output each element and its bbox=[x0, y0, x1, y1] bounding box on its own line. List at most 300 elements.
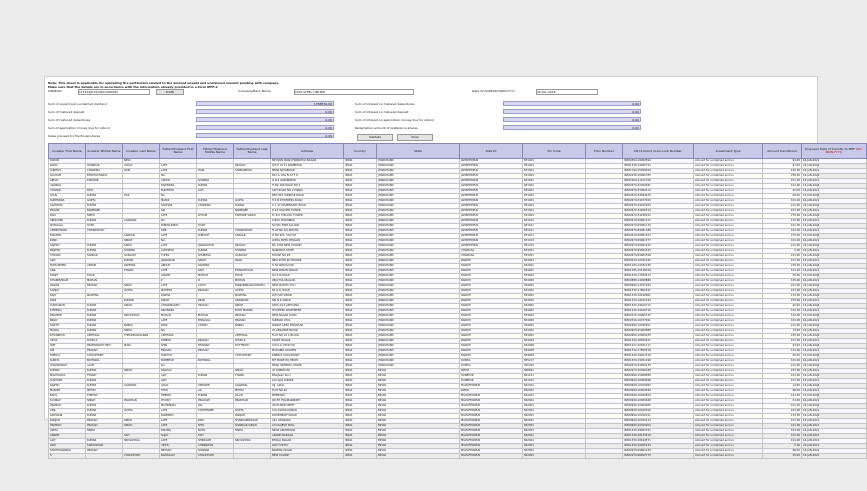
table-cell[interactable]: 834002 bbox=[523, 284, 586, 289]
table-cell[interactable]: SUKHDEO bbox=[160, 189, 197, 194]
table-cell[interactable]: Amount for unclaimed and un bbox=[694, 179, 763, 184]
table-cell[interactable]: PARA bbox=[160, 324, 197, 329]
table-cell[interactable]: 16-JAN-2021 bbox=[802, 304, 867, 309]
table-cell[interactable]: RANENDU bbox=[160, 414, 197, 419]
table-cell[interactable]: BIHAR bbox=[377, 394, 460, 399]
table-cell[interactable]: MANOJ bbox=[49, 329, 86, 334]
table-cell[interactable]: IN301330-19422713 bbox=[623, 304, 694, 309]
table-cell[interactable]: VIJ. AXIAL bbox=[271, 384, 344, 389]
table-cell[interactable]: 834004 bbox=[523, 339, 586, 344]
table-cell[interactable]: CHANDRA bbox=[86, 169, 123, 174]
table-cell[interactable]: RAJIT bbox=[49, 294, 86, 299]
table-cell[interactable]: JHARKHAND bbox=[377, 349, 460, 354]
table-cell[interactable]: 842001 bbox=[523, 439, 586, 444]
table-cell[interactable]: BATHWAL bbox=[86, 359, 123, 364]
table-cell[interactable]: IN302679-34228151 bbox=[623, 214, 694, 219]
table-cell[interactable]: 831001 bbox=[523, 204, 586, 209]
table-cell[interactable]: PRAMOD bbox=[49, 404, 86, 409]
table-cell[interactable]: BINAY bbox=[49, 319, 86, 324]
table-cell[interactable]: SINHA bbox=[86, 429, 123, 434]
table-cell[interactable]: SURENDRA bbox=[49, 199, 86, 204]
table-cell[interactable]: ANANDAM bbox=[234, 299, 271, 304]
table-cell[interactable]: ASHOK bbox=[160, 179, 197, 184]
table-cell[interactable]: RAGHAV bbox=[160, 369, 197, 374]
table-cell[interactable]: SONEPUR bbox=[460, 379, 523, 384]
table-cell[interactable]: 279.00 bbox=[763, 234, 802, 239]
table-cell[interactable]: PRASAD bbox=[197, 304, 234, 309]
table-cell[interactable]: GUPTA bbox=[234, 289, 271, 294]
table-cell[interactable]: MAHESH bbox=[160, 289, 197, 294]
table-cell[interactable]: SINHA bbox=[123, 244, 160, 249]
table-cell[interactable]: GUPTA bbox=[234, 199, 271, 204]
table-cell[interactable]: 835217 bbox=[523, 359, 586, 364]
table-cell[interactable]: CHANDRADEO bbox=[160, 304, 197, 309]
table-cell[interactable]: Amount for unclaimed and un bbox=[694, 219, 763, 224]
table-cell[interactable]: JHARKHAND bbox=[377, 249, 460, 254]
table-cell[interactable]: IN302679-99061186 bbox=[623, 229, 694, 234]
table-cell[interactable]: 5.00 bbox=[763, 444, 802, 449]
table-cell[interactable]: INDIA bbox=[344, 449, 377, 454]
table-cell[interactable]: RANCHI bbox=[460, 329, 523, 334]
table-cell[interactable]: CHOUDHURY bbox=[234, 354, 271, 359]
table-cell[interactable]: Bhagwan Kunj bbox=[271, 374, 344, 379]
table-cell[interactable]: 101.00 bbox=[763, 339, 802, 344]
table-cell[interactable]: 16-JAN-2021 bbox=[802, 214, 867, 219]
table-cell[interactable]: PURUSH bbox=[160, 354, 197, 359]
table-cell[interactable]: JHARKHAND bbox=[377, 179, 460, 184]
table-cell[interactable]: 16-JAN-2021 bbox=[802, 234, 867, 239]
table-cell[interactable]: PATNA bbox=[460, 369, 523, 374]
table-cell[interactable]: NA bbox=[160, 194, 197, 199]
table-cell[interactable]: SAH bbox=[197, 189, 234, 194]
table-cell[interactable]: 834002 bbox=[523, 334, 586, 339]
table-cell[interactable]: 101.00 bbox=[763, 409, 802, 414]
table-cell[interactable]: 842001 bbox=[523, 444, 586, 449]
table-cell[interactable]: 16-JAN-2021 bbox=[802, 309, 867, 314]
table-cell[interactable]: Amount for unclaimed and un bbox=[694, 194, 763, 199]
table-cell[interactable]: 16-JAN-2021 bbox=[802, 219, 867, 224]
table-cell[interactable]: Amount for unclaimed and un bbox=[694, 379, 763, 384]
table-cell[interactable]: W/O SRI VINOD bbox=[271, 294, 344, 299]
table-cell[interactable]: DHAR bbox=[234, 274, 271, 279]
table-cell[interactable]: INDIA bbox=[344, 189, 377, 194]
table-cell[interactable]: Amount for unclaimed and un bbox=[694, 284, 763, 289]
table-cell[interactable]: ANTHIKAL bbox=[86, 334, 123, 339]
table-cell[interactable]: TIWARY bbox=[86, 374, 123, 379]
table-cell[interactable]: Amount for unclaimed and un bbox=[694, 404, 763, 409]
table-cell[interactable]: IN301330-18061231 bbox=[623, 429, 694, 434]
table-cell[interactable]: ABHISHEK bbox=[49, 219, 86, 224]
table-cell[interactable]: SADHAN bbox=[160, 204, 197, 209]
table-cell[interactable]: KUMAR bbox=[123, 259, 160, 264]
table-cell[interactable]: MAHABIR GOLDEN bbox=[271, 349, 344, 354]
table-cell[interactable]: AMITA bbox=[49, 429, 86, 434]
table-cell[interactable]: 16-JAN-2021 bbox=[802, 294, 867, 299]
table-cell[interactable]: RINKI bbox=[49, 239, 86, 244]
table-cell[interactable]: PRAKASH bbox=[197, 399, 234, 404]
table-cell[interactable]: 16-JAN-2021 bbox=[802, 249, 867, 254]
summary-value[interactable]: 0.00 bbox=[196, 125, 334, 130]
table-cell[interactable]: RAM bbox=[197, 419, 234, 424]
table-cell[interactable]: Amount for unclaimed and un bbox=[694, 209, 763, 214]
table-cell[interactable]: FLAT NO.30 bbox=[271, 389, 344, 394]
table-cell[interactable]: Amount for unclaimed and un bbox=[694, 249, 763, 254]
table-cell[interactable]: IN300394-19000594 bbox=[623, 159, 694, 164]
table-cell[interactable]: PRABHAWATI DEVI bbox=[86, 344, 123, 349]
table-cell[interactable]: JHARKHAND bbox=[377, 169, 460, 174]
table-cell[interactable]: 101.00 bbox=[763, 269, 802, 274]
table-cell[interactable]: 831001 bbox=[523, 159, 586, 164]
table-cell[interactable]: 16-JAN-2021 bbox=[802, 179, 867, 184]
table-cell[interactable]: INDIA bbox=[344, 394, 377, 399]
table-cell[interactable]: Q 23 GOLDEN TOWER bbox=[271, 209, 344, 214]
table-cell[interactable]: INDIA bbox=[344, 364, 377, 369]
table-cell[interactable]: RANI bbox=[49, 299, 86, 304]
table-cell[interactable]: RAJENDRA bbox=[160, 184, 197, 189]
table-cell[interactable]: 842001 bbox=[523, 419, 586, 424]
table-cell[interactable]: IN302679-99061127 bbox=[623, 219, 694, 224]
table-cell[interactable]: 105.00 bbox=[763, 279, 802, 284]
table-cell[interactable]: SHUBHRA bbox=[197, 254, 234, 259]
table-cell[interactable]: SHRIKANT bbox=[197, 439, 234, 444]
table-cell[interactable]: INDIA bbox=[344, 274, 377, 279]
table-cell[interactable]: 834008 bbox=[523, 344, 586, 349]
table-cell[interactable]: KUMAR bbox=[86, 404, 123, 409]
table-cell[interactable]: IN300999-10008589 bbox=[623, 374, 694, 379]
table-cell[interactable]: MOHAN bbox=[86, 279, 123, 284]
table-cell[interactable]: Amount for unclaimed and un bbox=[694, 224, 763, 229]
table-cell[interactable]: 155.00 bbox=[763, 169, 802, 174]
table-cell[interactable]: INDIA bbox=[344, 209, 377, 214]
table-cell[interactable]: SHUKLA bbox=[234, 339, 271, 344]
table-cell[interactable]: 842001 bbox=[523, 399, 586, 404]
table-cell[interactable]: INDIA bbox=[344, 219, 377, 224]
table-cell[interactable]: 101.00 bbox=[763, 429, 802, 434]
table-cell[interactable]: NIRMALENDU bbox=[160, 224, 197, 229]
table-cell[interactable]: INDIA bbox=[344, 179, 377, 184]
table-cell[interactable]: Amount for unclaimed and un bbox=[694, 304, 763, 309]
table-cell[interactable]: 50.00 bbox=[763, 354, 802, 359]
table-cell[interactable]: RANCHI bbox=[460, 309, 523, 314]
table-cell[interactable]: SINGH bbox=[234, 304, 271, 309]
table-cell[interactable]: JHARKHAND bbox=[377, 184, 460, 189]
table-cell[interactable]: Amount for unclaimed and un bbox=[694, 199, 763, 204]
table-cell[interactable]: 16-JAN-2021 bbox=[802, 409, 867, 414]
table-cell[interactable]: KUMAR bbox=[86, 319, 123, 324]
table-cell[interactable]: IN300999-10008598 bbox=[623, 379, 694, 384]
table-cell[interactable]: INDIA bbox=[344, 244, 377, 249]
clear-button[interactable]: Clear bbox=[397, 134, 433, 141]
table-cell[interactable]: NA bbox=[160, 239, 197, 244]
table-cell[interactable]: LECTURER DEPTT bbox=[271, 404, 344, 409]
table-cell[interactable]: BRIJESH bbox=[49, 249, 86, 254]
table-cell[interactable]: 101.00 bbox=[763, 289, 802, 294]
table-cell[interactable]: MODI bbox=[123, 344, 160, 349]
table-cell[interactable]: ANAND BAZAAR bbox=[271, 434, 344, 439]
prefill-button[interactable]: Prefill bbox=[156, 89, 184, 95]
table-cell[interactable]: BANMALI ROAD bbox=[271, 449, 344, 454]
table-cell[interactable]: BHAWAN bbox=[197, 344, 234, 349]
table-cell[interactable]: FLAT NO 3/2 SHIKHA bbox=[271, 229, 344, 234]
table-cell[interactable]: Amount for unclaimed and un bbox=[694, 364, 763, 369]
table-cell[interactable]: JHARKHAND bbox=[377, 284, 460, 289]
table-cell[interactable]: DR PH TIRAMARNDPH bbox=[271, 399, 344, 404]
table-cell[interactable]: LATE bbox=[160, 409, 197, 414]
table-cell[interactable]: 16-JAN-2021 bbox=[802, 344, 867, 349]
table-cell[interactable]: MUZAFFARPUR bbox=[460, 449, 523, 454]
table-cell[interactable]: MUZAFFARPUR bbox=[460, 394, 523, 399]
table-cell[interactable]: Amount for unclaimed and un bbox=[694, 409, 763, 414]
table-cell[interactable]: JHARKHAND bbox=[377, 194, 460, 199]
table-cell[interactable]: DEEPAK bbox=[160, 394, 197, 399]
table-cell[interactable]: IN302679-34160025 bbox=[623, 204, 694, 209]
table-cell[interactable]: Amount for unclaimed and un bbox=[694, 439, 763, 444]
table-cell[interactable]: 25.00 bbox=[763, 454, 802, 459]
table-cell[interactable]: 16-JAN-2021 bbox=[802, 374, 867, 379]
table-cell[interactable]: RANCHI bbox=[460, 299, 523, 304]
table-cell[interactable]: JHARKHAND bbox=[377, 239, 460, 244]
table-cell[interactable]: ALAM bbox=[86, 364, 123, 369]
table-cell[interactable]: IN302680-10000033 bbox=[623, 334, 694, 339]
table-cell[interactable]: 101.00 bbox=[763, 369, 802, 374]
table-cell[interactable]: 16-JAN-2021 bbox=[802, 159, 867, 164]
table-cell[interactable]: Amount for unclaimed and un bbox=[694, 444, 763, 449]
table-cell[interactable]: 834001 bbox=[523, 259, 586, 264]
table-cell[interactable]: RANJAN bbox=[234, 414, 271, 419]
table-cell[interactable]: DASH bbox=[197, 224, 234, 229]
table-cell[interactable]: RAM bbox=[49, 444, 86, 449]
table-cell[interactable]: RANJAN bbox=[49, 419, 86, 424]
table-cell[interactable]: PRAVEEN bbox=[49, 314, 86, 319]
table-cell[interactable]: Q/5 E LS 51 RAMBIHAR bbox=[271, 164, 344, 169]
table-cell[interactable]: PRASAD bbox=[234, 164, 271, 169]
table-cell[interactable]: IN302679-33094114 bbox=[623, 189, 694, 194]
table-cell[interactable]: INDIA bbox=[344, 249, 377, 254]
table-cell[interactable]: 16-JAN-2021 bbox=[802, 389, 867, 394]
table-cell[interactable]: BIHAR bbox=[377, 374, 460, 379]
table-cell[interactable]: SINGH bbox=[123, 239, 160, 244]
table-cell[interactable]: BIHAR bbox=[377, 444, 460, 449]
table-cell[interactable]: JAMSHEDPUR bbox=[460, 234, 523, 239]
table-cell[interactable]: KUMAR bbox=[86, 409, 123, 414]
table-cell[interactable]: 101.00 bbox=[763, 319, 802, 324]
table-cell[interactable]: KUMAR bbox=[197, 199, 234, 204]
table-cell[interactable]: 14.00 bbox=[763, 384, 802, 389]
table-cell[interactable]: ANAND bbox=[160, 274, 197, 279]
table-cell[interactable]: 279.00 bbox=[763, 264, 802, 269]
table-cell[interactable]: BABRA bbox=[234, 324, 271, 329]
table-cell[interactable]: BIT MORE PO HECHI bbox=[271, 359, 344, 364]
table-cell[interactable]: NEAR AROMADHA bbox=[271, 429, 344, 434]
table-cell[interactable]: NA bbox=[160, 219, 197, 224]
table-cell[interactable]: SAH bbox=[123, 434, 160, 439]
table-cell[interactable]: NATH MURMU bbox=[234, 309, 271, 314]
table-cell[interactable]: IN301330-18133210 bbox=[623, 434, 694, 439]
table-cell[interactable]: SINHA bbox=[86, 214, 123, 219]
table-cell[interactable]: KUMAR bbox=[86, 249, 123, 254]
table-cell[interactable]: 831001 bbox=[523, 174, 586, 179]
summary-value[interactable]: 0.00 bbox=[503, 117, 641, 122]
table-cell[interactable]: MUZAFFARPUR bbox=[460, 419, 523, 424]
table-cell[interactable]: 101.00 bbox=[763, 349, 802, 354]
table-cell[interactable]: MUZAFFARPUR bbox=[460, 399, 523, 404]
table-cell[interactable]: 842001 bbox=[523, 424, 586, 429]
table-cell[interactable]: IN301180-19332136 bbox=[623, 264, 694, 269]
table-cell[interactable]: JHARKHAND bbox=[377, 319, 460, 324]
table-cell[interactable]: Amount for unclaimed and un bbox=[694, 234, 763, 239]
table-cell[interactable]: 16-JAN-2021 bbox=[802, 184, 867, 189]
table-cell[interactable]: IN301330-19027218 bbox=[623, 354, 694, 359]
table-cell[interactable]: 101.00 bbox=[763, 244, 802, 249]
agm-date-input[interactable]: 20-JUL-2018 bbox=[536, 89, 598, 95]
table-cell[interactable]: IN301330-17932414 bbox=[623, 274, 694, 279]
table-cell[interactable]: SACHIDANANDA bbox=[49, 449, 86, 454]
table-cell[interactable]: MOHAN bbox=[197, 274, 234, 279]
table-cell[interactable]: INDIA bbox=[344, 419, 377, 424]
table-cell[interactable]: INDIA bbox=[344, 204, 377, 209]
table-cell[interactable]: RANCHI bbox=[460, 274, 523, 279]
table-cell[interactable]: KUMAR bbox=[86, 244, 123, 249]
table-cell[interactable]: JHARKHAND bbox=[377, 304, 460, 309]
table-cell[interactable]: INDIA bbox=[344, 309, 377, 314]
table-cell[interactable]: JHARKHAND bbox=[377, 209, 460, 214]
table-cell[interactable]: INDIA bbox=[344, 344, 377, 349]
table-cell[interactable]: Amount for unclaimed and un bbox=[694, 329, 763, 334]
table-cell[interactable]: 101.00 bbox=[763, 434, 802, 439]
table-cell[interactable]: 279.00 bbox=[763, 299, 802, 304]
table-cell[interactable]: 101.00 bbox=[763, 224, 802, 229]
table-cell[interactable]: INDIA bbox=[344, 224, 377, 229]
table-cell[interactable]: 834002 bbox=[523, 329, 586, 334]
summary-value[interactable]: 0.00 bbox=[196, 109, 334, 114]
table-cell[interactable]: 16-JAN-2021 bbox=[802, 279, 867, 284]
table-cell[interactable]: MARTINA bbox=[86, 294, 123, 299]
table-cell[interactable]: 16-JAN-2021 bbox=[802, 329, 867, 334]
table-cell[interactable]: INDIA bbox=[344, 319, 377, 324]
table-cell[interactable]: RANCHI bbox=[460, 284, 523, 289]
table-cell[interactable]: 101.00 bbox=[763, 364, 802, 369]
table-cell[interactable]: 834002 bbox=[523, 319, 586, 324]
table-cell[interactable]: LATE bbox=[160, 439, 197, 444]
table-cell[interactable]: INDIA bbox=[344, 234, 377, 239]
table-cell[interactable]: 834001 bbox=[523, 269, 586, 274]
table-cell[interactable]: Amount for unclaimed and un bbox=[694, 334, 763, 339]
table-cell[interactable]: MUZAFFARPUR bbox=[460, 429, 523, 434]
table-cell[interactable]: NEW COLONY bbox=[271, 454, 344, 459]
table-cell[interactable]: Amount for unclaimed and un bbox=[694, 374, 763, 379]
table-cell[interactable]: INDIA bbox=[344, 374, 377, 379]
table-cell[interactable]: KUMAR bbox=[86, 369, 123, 374]
table-cell[interactable]: H NO 186 ROAD NO 3 bbox=[271, 184, 344, 189]
table-cell[interactable]: LATE bbox=[160, 269, 197, 274]
table-cell[interactable]: SMT bbox=[49, 344, 86, 349]
table-cell[interactable]: Amount for unclaimed and un bbox=[694, 279, 763, 284]
table-cell[interactable]: 16-JAN-2021 bbox=[802, 424, 867, 429]
table-cell[interactable]: MOHAN bbox=[234, 279, 271, 284]
table-cell[interactable]: 831001 bbox=[523, 209, 586, 214]
table-cell[interactable]: NA bbox=[160, 364, 197, 369]
table-cell[interactable]: Amount for unclaimed and un bbox=[694, 214, 763, 219]
table-cell[interactable]: 842001 bbox=[523, 414, 586, 419]
table-cell[interactable]: INDIA bbox=[344, 359, 377, 364]
table-cell[interactable]: RANCHI bbox=[460, 279, 523, 284]
table-cell[interactable]: SHARMA bbox=[123, 249, 160, 254]
table-cell[interactable]: INDIA bbox=[344, 194, 377, 199]
table-cell[interactable]: AJAY bbox=[49, 439, 86, 444]
table-cell[interactable]: NATH bbox=[197, 429, 234, 434]
table-cell[interactable]: DINESH bbox=[160, 339, 197, 344]
table-cell[interactable]: 16-JAN-2021 bbox=[802, 229, 867, 234]
table-cell[interactable]: SO X M ROAD bbox=[271, 274, 344, 279]
table-cell[interactable]: IN301330-17850218 bbox=[623, 349, 694, 354]
table-cell[interactable]: Amount for unclaimed and un bbox=[694, 399, 763, 404]
table-cell[interactable]: JHARKHAND bbox=[377, 219, 460, 224]
table-cell[interactable]: Amount for unclaimed and un bbox=[694, 349, 763, 354]
table-cell[interactable]: Amount for unclaimed and un bbox=[694, 204, 763, 209]
table-cell[interactable]: PRASAD bbox=[160, 349, 197, 354]
table-cell[interactable]: S bbox=[49, 454, 86, 459]
table-cell[interactable]: Amount for unclaimed and un bbox=[694, 259, 763, 264]
table-cell[interactable]: JALAN bbox=[234, 394, 271, 399]
table-cell[interactable]: RANA bbox=[234, 259, 271, 264]
summary-value[interactable]: 0.00 bbox=[196, 117, 334, 122]
table-cell[interactable]: 834002 bbox=[523, 314, 586, 319]
table-cell[interactable]: NEAR GENERAL STORE bbox=[271, 364, 344, 369]
table-cell[interactable]: JHARKHAND bbox=[377, 344, 460, 349]
table-cell[interactable]: 258.00 bbox=[763, 174, 802, 179]
table-cell[interactable]: DUTTMODI bbox=[234, 344, 271, 349]
table-cell[interactable]: IN302679-99061377 bbox=[623, 239, 694, 244]
table-cell[interactable]: IN301330-18194571 bbox=[623, 439, 694, 444]
table-cell[interactable]: SHIV bbox=[197, 424, 234, 429]
table-cell[interactable]: GANGULY bbox=[123, 254, 160, 259]
table-cell[interactable]: Amount for unclaimed and un bbox=[694, 254, 763, 259]
table-cell[interactable]: 16-JAN-2021 bbox=[802, 244, 867, 249]
table-cell[interactable]: 831011 bbox=[523, 229, 586, 234]
table-cell[interactable]: 221.00 bbox=[763, 179, 802, 184]
table-cell[interactable]: ANIL bbox=[49, 409, 86, 414]
table-cell[interactable]: RANCHI bbox=[460, 259, 523, 264]
table-cell[interactable]: 16-JAN-2021 bbox=[802, 269, 867, 274]
table-cell[interactable]: AT KHINIRI PO bbox=[271, 369, 344, 374]
table-cell[interactable]: TUHIN bbox=[160, 254, 197, 259]
table-cell[interactable]: JANARDAN bbox=[160, 259, 197, 264]
table-cell[interactable]: KANTIT bbox=[49, 324, 86, 329]
table-cell[interactable]: SINGH bbox=[123, 424, 160, 429]
table-cell[interactable]: IN300999-13017183 bbox=[623, 284, 694, 289]
table-cell[interactable]: RANCHI bbox=[460, 269, 523, 274]
table-cell[interactable]: JAMSHEDPUR bbox=[460, 184, 523, 189]
cin-input[interactable]: L25120JH1919PLC000000 bbox=[78, 89, 150, 95]
table-cell[interactable]: JHARKHAND bbox=[377, 264, 460, 269]
table-cell[interactable]: 841101 bbox=[523, 379, 586, 384]
table-cell[interactable]: CHOWDHURY bbox=[86, 229, 123, 234]
table-cell[interactable]: 834002 bbox=[523, 324, 586, 329]
table-cell[interactable]: 270.00 bbox=[763, 214, 802, 219]
table-cell[interactable]: JAMSHEDPUR bbox=[460, 214, 523, 219]
table-cell[interactable]: 101.00 bbox=[763, 229, 802, 234]
table-cell[interactable]: 16-JAN-2021 bbox=[802, 319, 867, 324]
table-cell[interactable]: 25.00 bbox=[763, 189, 802, 194]
table-cell[interactable]: 5.00 bbox=[763, 249, 802, 254]
table-cell[interactable]: Amount for unclaimed and un bbox=[694, 384, 763, 389]
table-cell[interactable]: 834002 bbox=[523, 299, 586, 304]
table-cell[interactable]: BIHAR bbox=[377, 449, 460, 454]
table-cell[interactable]: MOHAMMED bbox=[49, 264, 86, 269]
table-cell[interactable]: Amount for unclaimed and un bbox=[694, 434, 763, 439]
table-cell[interactable]: INDIA bbox=[344, 174, 377, 179]
table-cell[interactable]: SYED bbox=[160, 389, 197, 394]
